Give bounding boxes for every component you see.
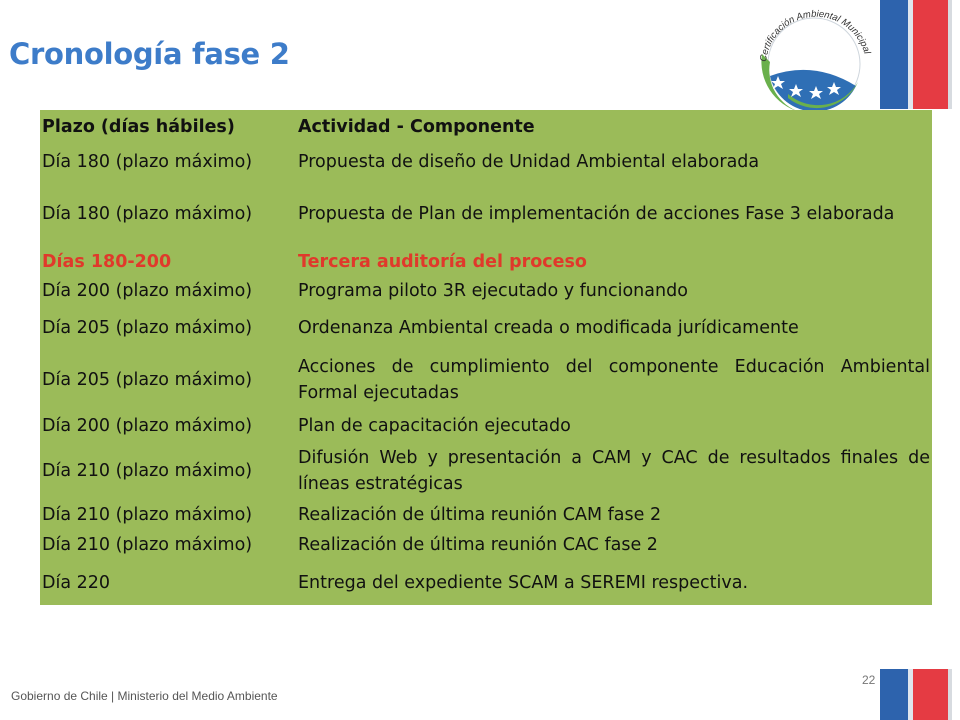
table-row <box>40 144 932 180</box>
seal-text: Certificación Ambiental Municipal <box>757 8 873 63</box>
table-row <box>40 350 932 410</box>
certification-seal-logo <box>748 2 878 114</box>
cell-actividad: Programa piloto 3R ejecutado y funcionando <box>298 281 688 301</box>
cell-actividad: Acciones de cumplimiento del componente Educación Ambiental Formal ejecutadas <box>298 357 930 403</box>
cell-actividad: Tercera auditoría del proceso <box>298 252 587 272</box>
cell-actividad: Difusión Web y presentación a CAM y CAC de resultados finales de líneas estratégicas <box>298 448 930 494</box>
footer-text: Gobierno de Chile | Ministerio del Medio Ambiente <box>11 689 278 703</box>
table-row <box>40 180 932 248</box>
page-title: Cronología fase 2 <box>9 37 290 71</box>
cell-plazo: Días 180-200 <box>42 252 172 272</box>
cell-plazo: Día 210 (plazo máximo) <box>42 535 253 555</box>
table-row <box>40 306 932 350</box>
table-row <box>40 276 932 306</box>
cell-plazo: Día 210 (plazo máximo) <box>42 461 253 481</box>
table-row <box>40 500 932 530</box>
cell-actividad: Realización de última reunión CAC fase 2 <box>298 535 658 555</box>
table-row <box>40 442 932 500</box>
cell-plazo: Día 210 (plazo máximo) <box>42 505 253 525</box>
flag-stripes-bottom <box>880 669 952 720</box>
cell-plazo: Día 205 (plazo máximo) <box>42 318 253 338</box>
table-row <box>40 530 932 560</box>
table-header-row <box>40 110 932 144</box>
table-row <box>40 560 932 605</box>
header-actividad: Actividad - Componente <box>298 117 535 137</box>
cell-plazo: Día 180 (plazo máximo) <box>42 204 253 224</box>
cell-actividad: Propuesta de Plan de implementación de acciones Fase 3 elaborada <box>298 204 895 224</box>
cell-plazo: Día 200 (plazo máximo) <box>42 281 253 301</box>
cell-plazo: Día 220 <box>42 572 111 593</box>
cell-plazo: Día 205 (plazo máximo) <box>42 370 253 390</box>
cell-actividad: Realización de última reunión CAM fase 2 <box>298 505 662 525</box>
page-number: 22 <box>862 673 876 687</box>
cell-actividad: Propuesta de diseño de Unidad Ambiental elaborada <box>298 152 760 172</box>
table-row <box>40 410 932 442</box>
cell-actividad: Plan de capacitación ejecutado <box>298 416 571 436</box>
cell-plazo: Día 180 (plazo máximo) <box>42 152 253 172</box>
flag-stripes-top <box>880 0 952 109</box>
table-row-highlighted <box>40 248 932 276</box>
cell-actividad: Entrega del expediente SCAM a SEREMI respectiva. <box>298 572 749 593</box>
header-plazo: Plazo (días hábiles) <box>42 117 235 137</box>
cell-plazo: Día 200 (plazo máximo) <box>42 416 253 436</box>
cell-actividad: Ordenanza Ambiental creada o modificada jurídicamente <box>298 318 799 338</box>
timeline-table <box>40 110 932 605</box>
